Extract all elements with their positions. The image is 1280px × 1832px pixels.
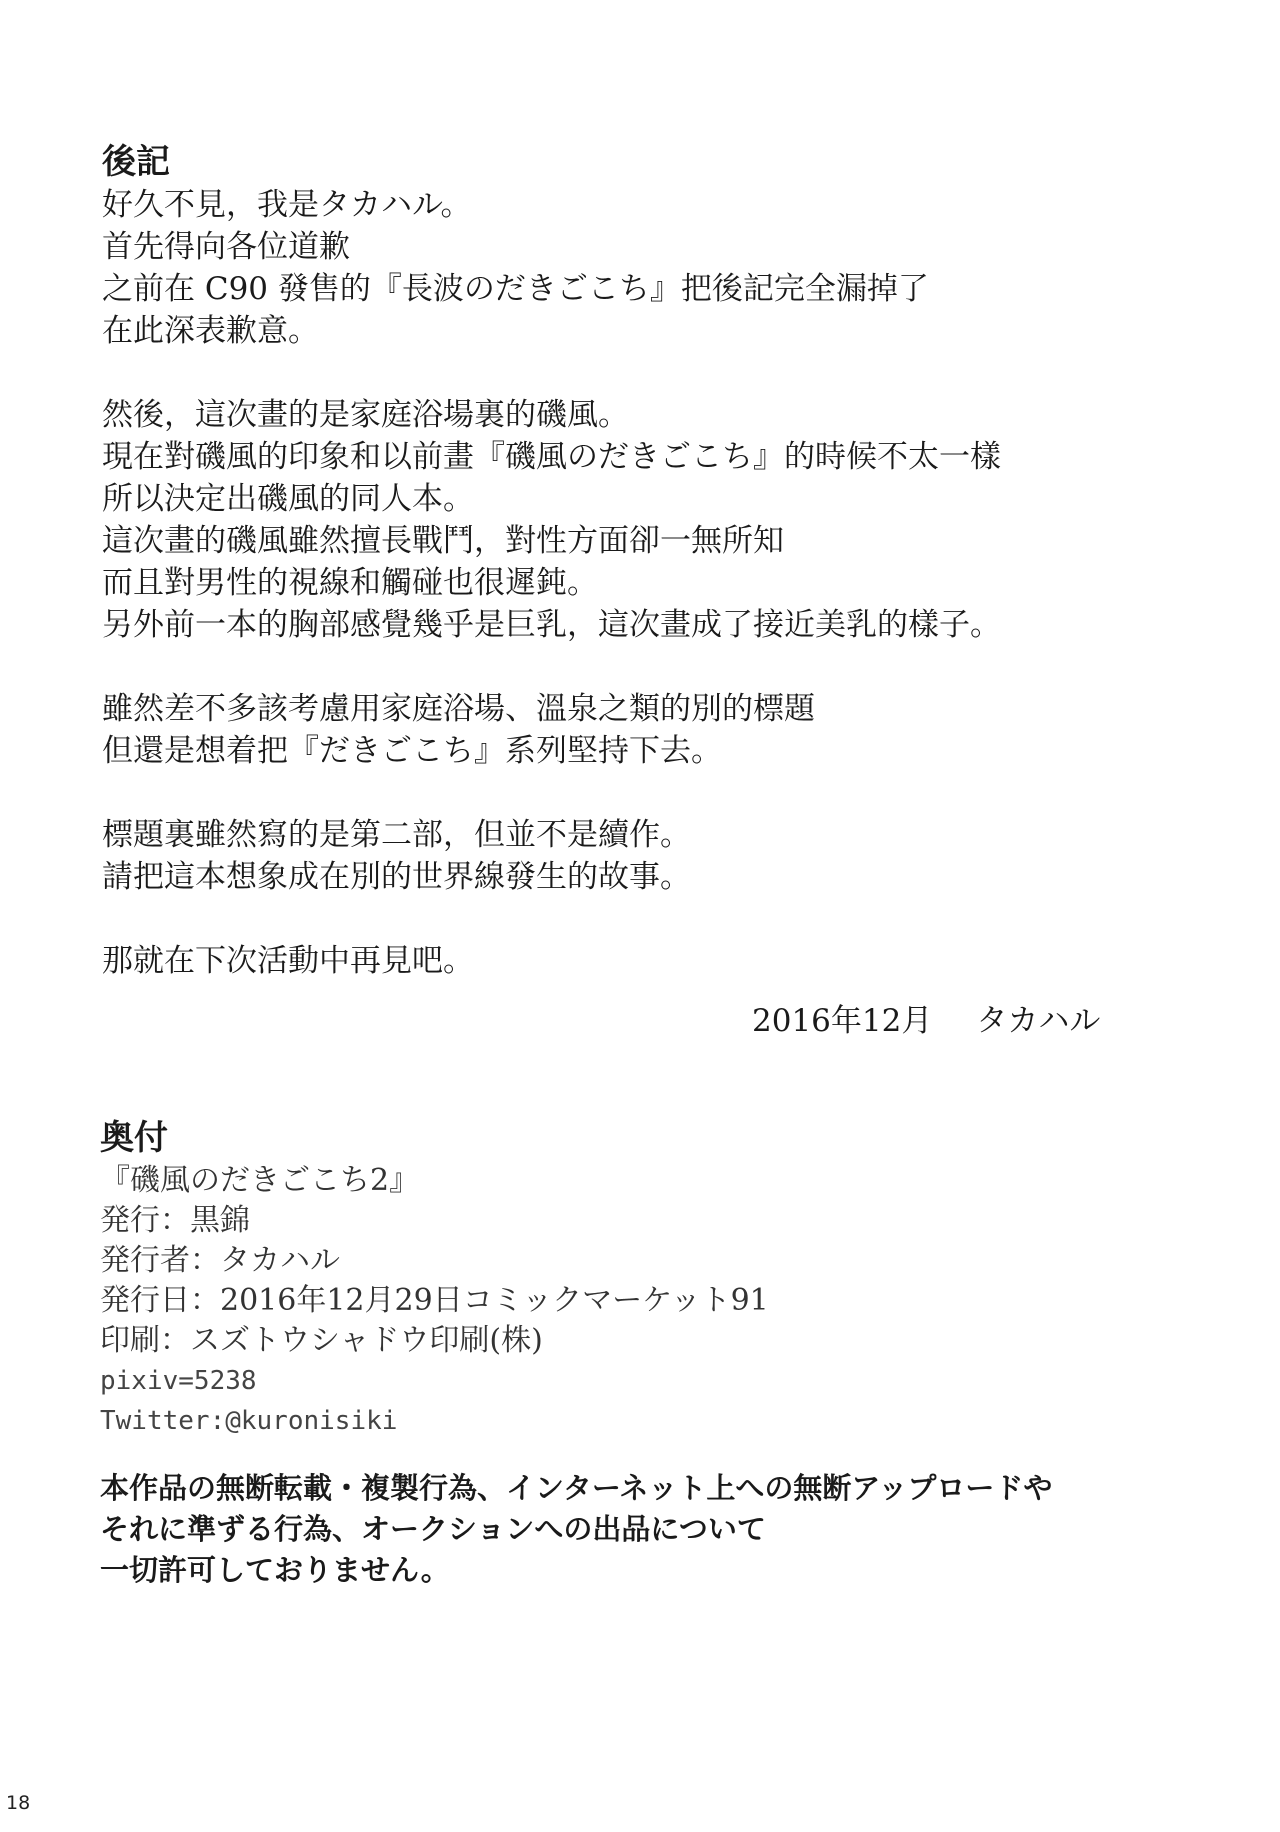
text-line: 另外前一本的胸部感覺幾乎是巨乳，這次畫成了接近美乳的樣子。 [102, 607, 1001, 643]
text-line: 所以決定出磯風的同人本。 [102, 481, 474, 517]
publisher-line: 発行：黒錦 [100, 1203, 250, 1238]
colophon-title: 奥付 [100, 1118, 168, 1158]
signature-name: タカハル [976, 1003, 1101, 1039]
text-line: 那就在下次活動中再見吧。 [102, 943, 474, 979]
text-line: 但還是想着把『だきごこち』系列堅持下去。 [102, 733, 722, 769]
text-line: 然後，這次畫的是家庭浴場裏的磯風。 [102, 397, 629, 433]
text-line: 而且對男性的視線和觸碰也很遲鈍。 [102, 565, 598, 601]
notice-line: 一切許可しておりません。 [100, 1553, 450, 1587]
paragraph-5 [102, 940, 1182, 982]
text-line: 首先得向各位道歉 [102, 229, 350, 265]
colophon-section [100, 1115, 1180, 1441]
page-number: 18 [6, 1792, 31, 1814]
text-line: 請把這本想象成在別的世界線發生的故事。 [102, 859, 691, 895]
copyright-notice [100, 1468, 1200, 1591]
paragraph-2 [102, 394, 1182, 646]
book-title: 『磯風のだきごこち2』 [100, 1163, 420, 1198]
paragraph-3 [102, 688, 1182, 772]
text-line: 之前在 C90 發售的『長波のだきごこち』把後記完全漏掉了 [102, 271, 929, 307]
publish-date-line: 発行日：2016年12月29日コミックマーケット91 [100, 1283, 769, 1318]
notice-line: それに準ずる行為、オークションへの出品について [100, 1512, 766, 1546]
afterword-section [102, 140, 1182, 1024]
paragraph-1 [102, 184, 1182, 352]
pixiv-line: pixiv=5238 [100, 1366, 257, 1396]
author-line: 発行者：タカハル [100, 1243, 340, 1278]
text-line: 在此深表歉意。 [102, 313, 319, 349]
text-line: 好久不見，我是タカハル。 [102, 187, 472, 223]
text-line: 標題裏雖然寫的是第二部，但並不是續作。 [102, 817, 691, 853]
twitter-line: Twitter:@kuronisiki [100, 1406, 398, 1436]
paragraph-4 [102, 814, 1182, 898]
text-line: 現在對磯風的印象和以前畫『磯風のだきごこち』的時候不太一樣 [102, 439, 1001, 475]
text-line: 這次畫的磯風雖然擅長戰鬥，對性方面卻一無所知 [102, 523, 784, 559]
afterword-signature [752, 1000, 1144, 1042]
text-line: 雖然差不多該考慮用家庭浴場、溫泉之類的別的標題 [102, 691, 815, 727]
notice-line: 本作品の無断転載・複製行為、インターネット上への無断アップロードや [100, 1471, 1053, 1505]
afterword-title: 後記 [102, 142, 170, 182]
signature-date: 2016年12月 [752, 1003, 933, 1039]
printer-line: 印刷：スズトウシャドウ印刷(株) [100, 1323, 543, 1358]
